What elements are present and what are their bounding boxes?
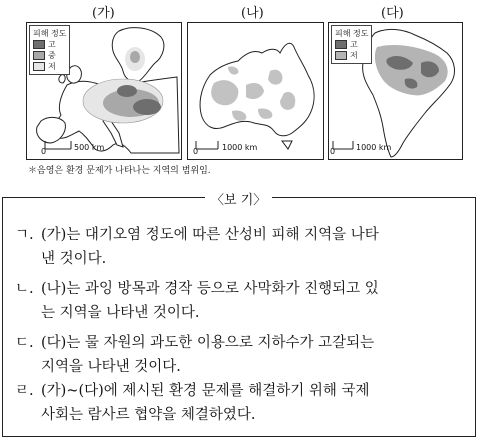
- caption-map-b: (나): [241, 6, 264, 21]
- options-box-title: 〈보 기〉: [205, 189, 272, 208]
- legend-row-mid: [33, 50, 66, 61]
- option-item-3: [15, 331, 467, 379]
- option-text-line2: 사회는 람사르 협약을 체결하였다.: [41, 407, 256, 423]
- option-text-line1: (가)~(다)에 제시된 환경 문제를 해결하기 위해 국제: [41, 383, 370, 399]
- legend-c-label-low: 저: [350, 51, 358, 60]
- map-europe: [26, 22, 182, 160]
- option-text-line2: 지역을 나타낸 것이다.: [41, 359, 181, 375]
- map-south-america: [328, 22, 463, 160]
- option-text-line1: (가)는 대기오염 정도에 따른 산성비 피해 지역을 나타: [41, 227, 379, 243]
- legend-c-label-high: 고: [350, 40, 358, 49]
- legend-c-row-low: [335, 50, 368, 61]
- legend-c-title: 피해 정도: [335, 29, 369, 38]
- option-text-line1: (다)는 물 자원의 과도한 이용으로 지하수가 고갈되는: [41, 335, 375, 351]
- legend-title: 피해 정도: [33, 29, 67, 38]
- caption-map-a: (가): [92, 6, 115, 21]
- map-australia: [187, 22, 324, 160]
- option-text-line2: 낸 것이다.: [41, 251, 107, 267]
- swatch-c-high: [335, 40, 347, 49]
- option-marker: ㄷ.: [15, 335, 34, 351]
- legend-c: [331, 25, 372, 64]
- swatch-high: [33, 40, 45, 49]
- option-text-line2: 는 지역을 나타낸 것이다.: [41, 305, 200, 321]
- legend-label-high: 고: [48, 40, 56, 49]
- scale-zero-a: 0: [41, 147, 47, 156]
- legend-label-mid: 중: [48, 51, 56, 60]
- scale-label-a: 500 km: [74, 143, 105, 152]
- legend-row-low: [33, 61, 66, 72]
- option-marker: ㄱ.: [15, 227, 34, 243]
- legend-a: [29, 25, 70, 75]
- scale-zero-c: 0: [330, 147, 336, 156]
- swatch-mid: [33, 51, 45, 60]
- option-text-line1: (나)는 과잉 방목과 경작 등으로 사막화가 진행되고 있: [41, 281, 379, 297]
- option-item-2: [15, 277, 467, 325]
- scale-label-b: 1000 km: [222, 143, 258, 152]
- option-marker: ㄴ.: [15, 281, 34, 297]
- scale-label-c: 1000 km: [356, 143, 392, 152]
- australia-map-graphic: [188, 23, 323, 159]
- legend-c-row-high: [335, 39, 368, 50]
- option-item-4: [15, 379, 467, 427]
- legend-label-low: 저: [48, 62, 56, 71]
- swatch-c-low: [335, 51, 347, 60]
- legend-row-high: [33, 39, 66, 50]
- option-item-1: [15, 223, 467, 271]
- scale-zero-b: 0: [193, 147, 199, 156]
- swatch-low: [33, 62, 45, 71]
- option-marker: ㄹ.: [15, 383, 34, 399]
- map-note: ＊음영은 환경 문제가 나타나는 지역의 범위임.: [28, 166, 211, 176]
- caption-map-c: (다): [381, 6, 404, 21]
